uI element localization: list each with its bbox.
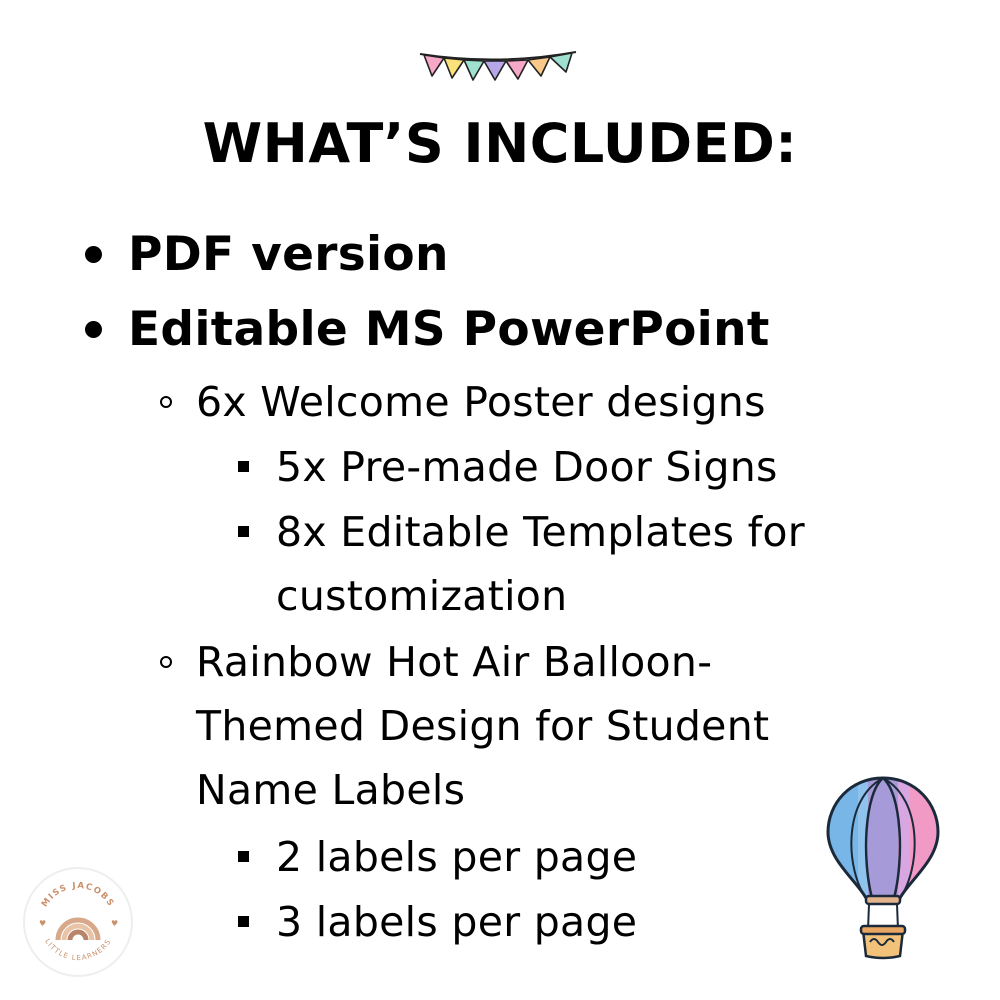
bullet-circle: [160, 396, 172, 408]
miss-jacobs-logo: [22, 866, 134, 978]
bunting-icon: [418, 48, 578, 88]
svg-text:♥: ♥: [111, 919, 119, 928]
hot-air-balloon-icon: [820, 770, 946, 966]
bullet-square: [238, 526, 249, 537]
item-three-labels: 3 labels per page: [276, 898, 638, 946]
item-two-labels: 2 labels per page: [276, 833, 638, 881]
svg-text:MISS JACOBS: MISS JACOBS: [39, 880, 117, 910]
svg-text:LITTLE LEARNERS: LITTLE LEARNERS: [43, 937, 113, 963]
item-balloon-labels: Rainbow Hot Air Balloon-: [196, 638, 713, 686]
svg-text:♥: ♥: [39, 919, 47, 928]
bullet-square: [238, 851, 249, 862]
item-balloon-labels-cont: Themed Design for Student: [196, 702, 770, 750]
bullet-circle: [160, 656, 172, 668]
item-editable-templates: 8x Editable Templates for: [276, 508, 805, 556]
item-welcome-posters: 6x Welcome Poster designs: [196, 378, 766, 426]
bullet-disc: [85, 321, 102, 338]
bullet-square: [238, 916, 249, 927]
page-title: WHAT’S INCLUDED:: [202, 112, 798, 175]
item-balloon-labels-cont2: Name Labels: [196, 766, 466, 814]
item-door-signs: 5x Pre-made Door Signs: [276, 443, 778, 491]
item-editable-templates-cont: customization: [276, 572, 568, 620]
bullet-disc: [85, 246, 102, 263]
bullet-square: [238, 461, 249, 472]
item-pdf-version: PDF version: [128, 227, 449, 282]
item-editable-powerpoint: Editable MS PowerPoint: [128, 302, 770, 357]
